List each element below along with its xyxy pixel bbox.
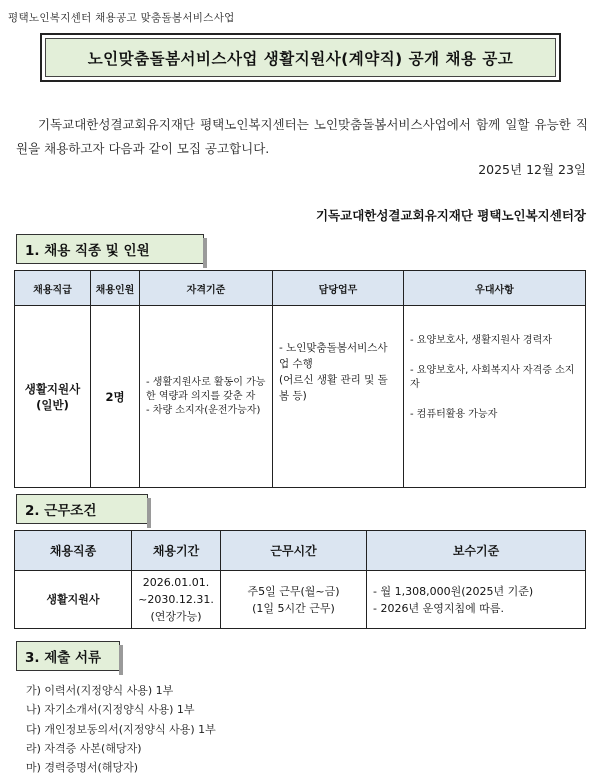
list-item: 라) 자격증 사본(해당자)	[26, 741, 142, 755]
intro-text: 기독교대한성결교회유지재단 평택노인복지센터는 노인맞춤돌봄서비스사업에서 함께 일할 유능한 직원을 채용하고자 다음과 같이 모집 공고합니다.	[16, 117, 588, 156]
col-header-pay: 보수기준	[367, 531, 586, 571]
cell-qualifications	[140, 306, 273, 488]
cell-position: 생활지원사	[15, 571, 132, 629]
col-header-period: 채용기간	[132, 531, 221, 571]
col-header-qualification: 자격기준	[140, 271, 273, 306]
heading-shadow	[119, 645, 123, 675]
qualification-item: - 생활지원사로 활동이 가능한 역량과 의지를 갖춘 자	[146, 376, 266, 402]
preference-item: - 요양보호사, 생활지원사 경력자	[410, 335, 552, 346]
preference-item: - 컴퓨터활용 가능자	[410, 409, 498, 420]
cell-preferences	[404, 306, 586, 488]
qualification-item: - 차량 소지자(운전가능자)	[146, 404, 261, 416]
preference-item: - 요양보호사, 사회복지사 자격증 소지자	[410, 365, 575, 390]
cell-count: 2명	[91, 306, 140, 488]
document-list	[26, 681, 216, 777]
col-header-hours: 근무시간	[221, 531, 367, 571]
table-row	[15, 306, 586, 488]
announcement-date: 2025년 12월 23일	[478, 162, 586, 177]
list-item: 가) 이력서(지정양식 사용) 1부	[26, 684, 174, 697]
section-heading-1: 1. 채용 직종 및 인원	[16, 234, 204, 264]
list-item: 마) 경력증명서(해당자)	[26, 761, 139, 775]
duty-item: (어르신 생활 관리 및 돌봄 등)	[279, 374, 388, 402]
cell-pay: - 월 1,308,000원(2025년 기준) - 2026년 운영지침에 따름.	[367, 571, 586, 629]
col-header-position: 채용직종	[15, 531, 132, 571]
list-item: 나) 자기소개서(지정양식 사용) 1부	[26, 703, 195, 717]
cell-position: 생활지원사 (일반)	[15, 306, 91, 488]
heading-shadow	[203, 238, 207, 268]
cell-hours: 주5일 근무(월~금) (1일 5시간 근무)	[221, 571, 367, 629]
page-title: 노인맞춤돌봄서비스사업 생활지원사(계약직) 공개 채용 공고	[45, 38, 556, 77]
heading-shadow	[147, 498, 151, 528]
col-header-grade: 채용직급	[15, 271, 91, 306]
section-heading-2: 2. 근무조건	[16, 494, 148, 524]
section-heading-3: 3. 제출 서류	[16, 641, 120, 671]
recruitment-table	[14, 270, 586, 488]
cell-period: 2026.01.01. ~2030.12.31. (연장가능)	[132, 571, 221, 629]
breadcrumb: 평택노인복지센터 채용공고 맞춤돌봄서비스사업	[8, 12, 235, 24]
duty-item: - 노인맞춤돌봄서비스사업 수행	[279, 342, 388, 370]
col-header-preferences: 우대사항	[404, 271, 586, 306]
list-item: 다) 개인정보동의서(지정양식 사용) 1부	[26, 722, 216, 736]
title-box	[40, 33, 561, 82]
organization-signature: 기독교대한성결교회유지재단 평택노인복지센터장	[315, 208, 586, 223]
table-row	[15, 571, 586, 629]
cell-duties	[273, 306, 404, 488]
conditions-table	[14, 530, 586, 629]
col-header-count: 채용인원	[91, 271, 140, 306]
col-header-duties: 담당업무	[273, 271, 404, 306]
intro-paragraph	[16, 113, 588, 161]
